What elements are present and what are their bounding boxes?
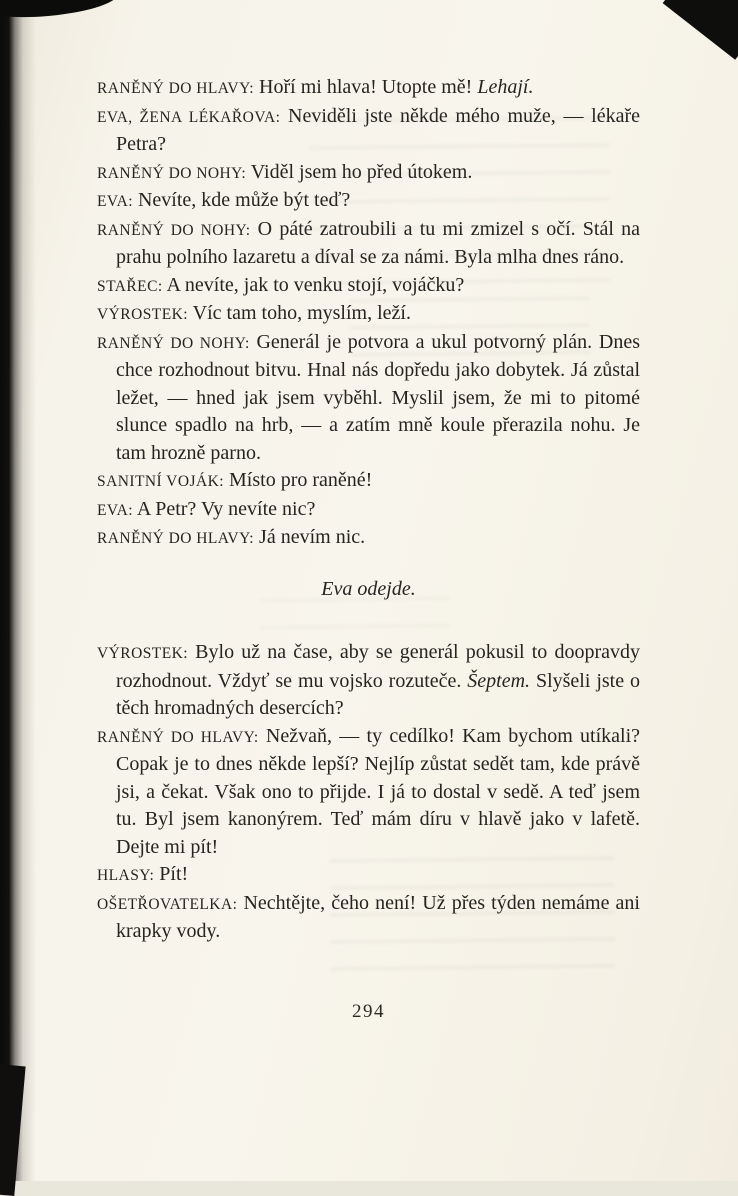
speech-paragraph <box>97 639 640 723</box>
speech-paragraph <box>97 524 640 553</box>
speaker-name: RANĚNÝ DO NOHY: <box>97 164 247 182</box>
speech-paragraph <box>97 329 640 468</box>
speech-text: Nechtějte, čeho není! Už přes týden nemáme ani krapky vody. <box>116 891 640 942</box>
speech-paragraph <box>97 272 640 301</box>
speech-text: Nežvaň, — ty cedílko! Kam bychom utíkali? Copak je to dnes někde lepší? Nejlíp zůstat sedět tam, kde právě jsi, a čekat. Však ono to přijde. I já to dostal v sedě. A teď jsem tu. Byl jsem kanonýrem. Teď mám díru v hlavě jako v lafetě. Dejte mi pít! <box>116 724 641 858</box>
speech-text: Pít! <box>154 863 189 885</box>
speech-text: Generál je potvora a ukul potvorný plán. Dnes chce rozhodnout bitvu. Hnal nás dopředu jako dobytek. Já zůstal ležet, — hned jak jsem vyběhl. Myslil jsem, že mi to pitomé slunce spadlo na hrb, — a zatím mně koule přerazila nohu. Je tam hrozně parno. <box>116 330 640 464</box>
scan-edge-left <box>0 0 36 1181</box>
speech-text: Nevíte, kde může být teď? <box>132 189 351 211</box>
speaker-name: HLASY: <box>97 867 155 884</box>
speech-text: Slyšeli jste o těch hromadných desercích? <box>116 669 640 719</box>
speech-text: A nevíte, jak to venku stojí, vojáčku? <box>162 273 465 296</box>
speech-paragraph <box>97 723 640 862</box>
speaker-name: EVA, ŽENA LÉKAŘOVA: <box>97 108 281 126</box>
speech-paragraph <box>97 467 640 496</box>
speaker-name: EVA: <box>97 501 133 519</box>
speech-paragraph <box>97 496 640 525</box>
page-number: 294 <box>352 1001 385 1022</box>
speech-text: A Petr? Vy nevíte nic? <box>132 497 316 520</box>
speech-paragraph <box>97 74 640 103</box>
speech-paragraph <box>97 103 640 159</box>
stage-note-inline: Šeptem. <box>467 669 531 692</box>
speech-text: Víc tam toho, myslím, leží. <box>188 302 411 324</box>
speech-text: Hoří mi hlava! Utopte mě! <box>254 76 478 98</box>
speaker-name: RANĚNÝ DO HLAVY: <box>97 728 259 746</box>
speaker-name: RANĚNÝ DO HLAVY: <box>97 530 255 547</box>
speaker-name: RANĚNÝ DO NOHY: <box>97 334 250 352</box>
speech-paragraph <box>97 300 640 329</box>
speaker-name: VÝROSTEK: <box>97 645 189 662</box>
speech-paragraph <box>97 861 640 890</box>
speech-text: O páté zatroubili a tu mi zmizel s očí. Stál na prahu polního lazaretu a díval se za námi. Byla mlha dnes ráno. <box>116 217 640 268</box>
speech-paragraph <box>97 159 640 188</box>
speaker-name: STAŘEC: <box>97 277 163 295</box>
speaker-name: OŠETŘOVATELKA: <box>97 895 238 913</box>
scan-corner-top-right <box>663 0 738 60</box>
speaker-name: VÝROSTEK: <box>97 306 189 323</box>
speech-text: Viděl jsem ho před útokem. <box>246 160 473 183</box>
speaker-name: EVA: <box>97 193 133 210</box>
dialogue-text-block <box>97 74 640 946</box>
speech-text: Neviděli jste někde mého muže, — lékaře Petra? <box>116 104 640 155</box>
speech-paragraph <box>97 216 640 272</box>
stage-note-inline: Eva odejde. <box>321 577 416 600</box>
speech-paragraph <box>97 187 640 216</box>
speaker-name: RANĚNÝ DO NOHY: <box>97 221 251 239</box>
speaker-name: RANĚNÝ DO HLAVY: <box>97 80 255 97</box>
speech-text: Místo pro raněné! <box>224 469 373 491</box>
speaker-name: SANITNÍ VOJÁK: <box>97 473 225 490</box>
speech-paragraph <box>97 890 640 946</box>
speech-text: Já nevím nic. <box>254 526 366 548</box>
stage-note-inline: Lehají. <box>477 76 534 98</box>
speech-text: Bylo už na čase, aby se generál pokusil to doopravdy rozhodnout. Vždyť se mu vojsko rozuteče. <box>116 641 640 692</box>
stage-direction <box>97 576 640 604</box>
